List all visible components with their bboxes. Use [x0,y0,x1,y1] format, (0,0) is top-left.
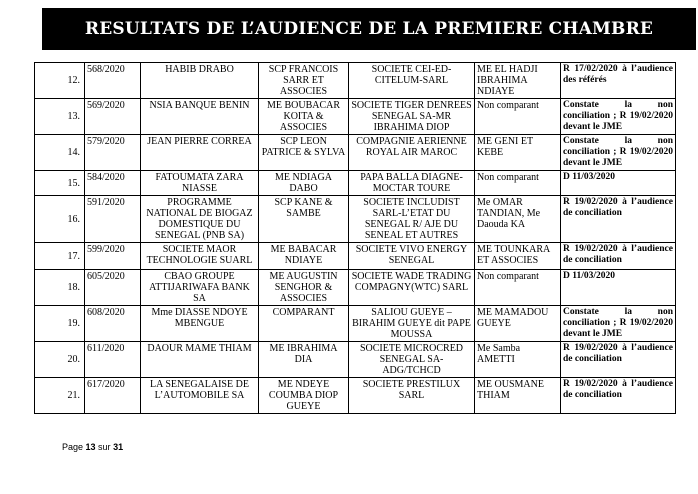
row-number: 17. [35,243,85,270]
decision-cell: R 19/02/2020 à l’audience de conciliation [561,196,676,243]
decision-cell: R 19/02/2020 à l’audience de conciliation [561,342,676,378]
plaintiff-counsel-cell: ME IBRAHIMA DIA [259,342,349,378]
defendant-counsel-cell: ME EL HADJI IBRAHIMA NDIAYE [475,63,561,99]
defendant-counsel-cell: Non comparant [475,171,561,196]
case-number: 569/2020 [85,99,141,135]
defendant-cell: COMPAGNIE AERIENNE ROYAL AIR MAROC [349,135,475,171]
plaintiff-cell: PROGRAMME NATIONAL DE BIOGAZ DOMESTIQUE DU SENEGAL (PNB SA) [141,196,259,243]
case-number: 579/2020 [85,135,141,171]
plaintiff-cell: LA SENEGALAISE DE L’AUTOMOBILE SA [141,378,259,414]
table-row [35,306,676,342]
row-number: 19. [35,306,85,342]
decision-cell: Constate la non conciliation ; R 19/02/2020 devant le JME [561,135,676,171]
case-number: 591/2020 [85,196,141,243]
table-row [35,196,676,243]
row-number: 14. [35,135,85,171]
plaintiff-counsel-cell: ME BABACAR NDIAYE [259,243,349,270]
plaintiff-counsel-cell: ME NDIAGA DABO [259,171,349,196]
plaintiff-cell: SOCIETE MAOR TECHNOLOGIE SUARL [141,243,259,270]
row-number: 21. [35,378,85,414]
defendant-cell: SOCIETE TIGER DENREES SENEGAL SA-MR IBRAHIMA DIOP [349,99,475,135]
plaintiff-cell: CBAO GROUPE ATTIJARIWAFA BANK SA [141,270,259,306]
page-number: 13 [85,442,96,452]
defendant-cell: SOCIETE CEI-ED-CITELUM-SARL [349,63,475,99]
plaintiff-counsel-cell: ME NDEYE COUMBA DIOP GUEYE [259,378,349,414]
defendant-cell: SOCIETE MICROCRED SENEGAL SA-ADG/TCHCD [349,342,475,378]
plaintiff-cell: HABIB DRABO [141,63,259,99]
table-row [35,63,676,99]
table-row [35,378,676,414]
page-total: 31 [113,442,124,452]
decision-cell: R 17/02/2020 à l’audience des référés [561,63,676,99]
row-number: 20. [35,342,85,378]
defendant-counsel-cell: ME TOUNKARA ET ASSOCIES [475,243,561,270]
decision-cell: D 11/03/2020 [561,171,676,196]
table-row [35,171,676,196]
defendant-cell: SALIOU GUEYE –BIRAHIM GUEYE dit PAPE MOUSSA [349,306,475,342]
plaintiff-counsel-cell: SCP KANE & SAMBE [259,196,349,243]
plaintiff-counsel-cell: ME BOUBACAR KOITA & ASSOCIES [259,99,349,135]
case-number: 568/2020 [85,63,141,99]
defendant-cell: SOCIETE PRESTILUX SARL [349,378,475,414]
defendant-counsel-cell: Non comparant [475,270,561,306]
case-number: 599/2020 [85,243,141,270]
plaintiff-cell: Mme DIASSE NDOYE MBENGUE [141,306,259,342]
case-number: 608/2020 [85,306,141,342]
page-title: RESULTATS DE L’AUDIENCE DE LA PREMIERE CHAMBRE [84,19,654,39]
plaintiff-cell: JEAN PIERRE CORREA [141,135,259,171]
defendant-counsel-cell: ME MAMADOU GUEYE [475,306,561,342]
table-row [35,270,676,306]
table-row [35,243,676,270]
page-footer: Page 13 sur 31 [62,442,124,452]
decision-cell: Constate la non conciliation ; R 19/02/2020 devant le JME [561,99,676,135]
decision-cell: D 11/03/2020 [561,270,676,306]
row-number: 15. [35,171,85,196]
row-number: 18. [35,270,85,306]
case-number: 617/2020 [85,378,141,414]
plaintiff-counsel-cell: ME AUGUSTIN SENGHOR & ASSOCIES [259,270,349,306]
decision-cell: R 19/02/2020 à l’audience de conciliation [561,243,676,270]
plaintiff-cell: NSIA BANQUE BENIN [141,99,259,135]
defendant-counsel-cell: ME GENI ET KEBE [475,135,561,171]
row-number: 13. [35,99,85,135]
defendant-cell: SOCIETE INCLUDIST SARL-L’ETAT DU SENEGAL R/ AJE DU SENEAL ET AUTRES [349,196,475,243]
defendant-counsel-cell: ME OUSMANE THIAM [475,378,561,414]
table-row [35,342,676,378]
plaintiff-counsel-cell: COMPARANT [259,306,349,342]
table-row [35,135,676,171]
row-number: 16. [35,196,85,243]
page-title-banner [42,8,696,50]
results-table [34,62,676,414]
plaintiff-cell: DAOUR MAME THIAM [141,342,259,378]
defendant-cell: SOCIETE WADE TRADING COMPAGNY(WTC) SARL [349,270,475,306]
case-number: 611/2020 [85,342,141,378]
plaintiff-cell: FATOUMATA ZARA NIASSE [141,171,259,196]
decision-cell: Constate la non conciliation ; R 19/02/2020 devant le JME [561,306,676,342]
defendant-counsel-cell: Non comparant [475,99,561,135]
case-number: 605/2020 [85,270,141,306]
plaintiff-counsel-cell: SCP FRANCOIS SARR ET ASSOCIES [259,63,349,99]
defendant-counsel-cell: Me Samba AMETTI [475,342,561,378]
plaintiff-counsel-cell: SCP LEON PATRICE & SYLVA [259,135,349,171]
case-number: 584/2020 [85,171,141,196]
defendant-cell: SOCIETE VIVO ENERGY SENEGAL [349,243,475,270]
defendant-counsel-cell: Me OMAR TANDIAN, Me Daouda KA [475,196,561,243]
defendant-cell: PAPA BALLA DIAGNE-MOCTAR TOURE [349,171,475,196]
decision-cell: R 19/02/2020 à l’audience de conciliation [561,378,676,414]
table-row [35,99,676,135]
row-number: 12. [35,63,85,99]
